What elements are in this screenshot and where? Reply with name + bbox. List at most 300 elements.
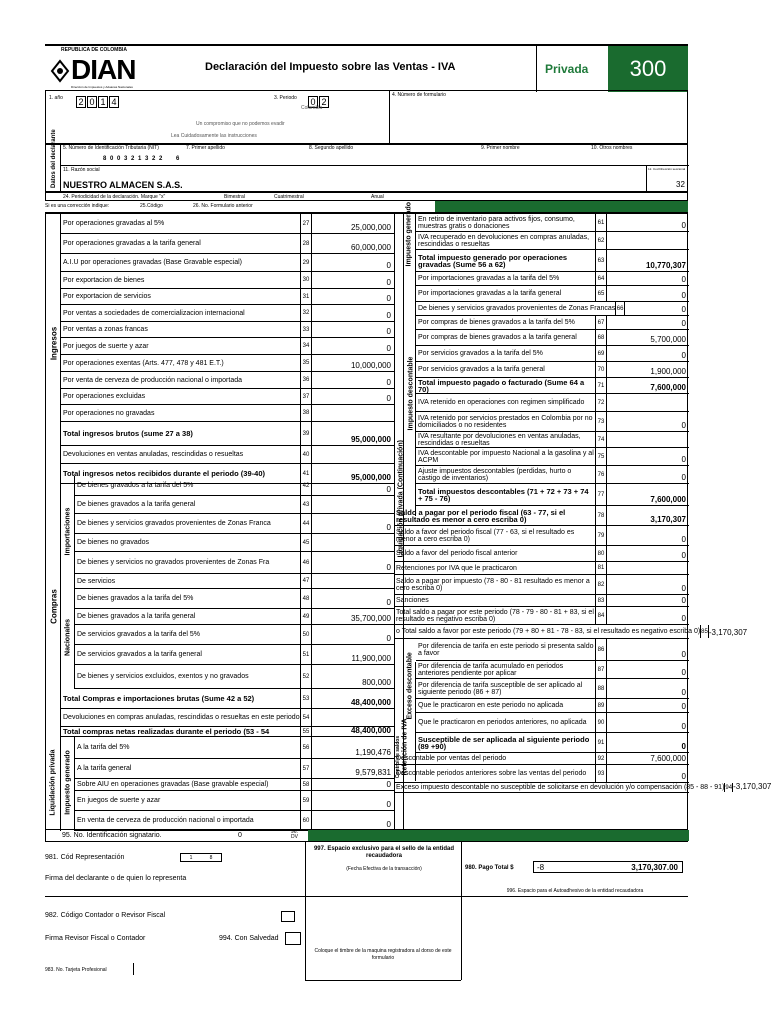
- row-label: Por compras de bienes gravados a la tarifa del 5%: [418, 319, 575, 326]
- othernames-label: 10. Otros nombres: [591, 145, 633, 151]
- row-number: 62: [595, 232, 607, 249]
- row-value-field[interactable]: [607, 562, 689, 574]
- row-label: Por diferencia de tarifa acumulado en periodos anteriores pendiente por aplicar: [418, 662, 564, 677]
- row-value-field[interactable]: 0: [386, 327, 391, 336]
- imp-desc-section-label: Impuesto descontable: [407, 356, 415, 431]
- form-number-badge: 300: [608, 46, 688, 92]
- row-value-field[interactable]: 0: [681, 702, 686, 711]
- row-value-field[interactable]: 95,000,000: [350, 435, 391, 444]
- row-label: Por exportacion de servicios: [63, 293, 151, 300]
- dir-field[interactable]: 32: [676, 180, 685, 189]
- form-row-93: [394, 765, 689, 783]
- form-row-50: [75, 625, 394, 645]
- header: [45, 44, 688, 90]
- footer: [45, 842, 688, 982]
- row-number: 32: [300, 305, 312, 321]
- row-number: 73: [595, 412, 607, 431]
- row-number: 67: [595, 316, 607, 329]
- page-title: Declaración del Impuesto sobre las Ventas - IVA: [205, 61, 456, 73]
- form-row-29: [61, 254, 394, 272]
- row-number: 93: [595, 765, 607, 782]
- row-value-field[interactable]: 0: [386, 563, 391, 572]
- form-row-68: [416, 330, 689, 346]
- form-row-74: [416, 432, 689, 448]
- form-row-30: [61, 272, 394, 289]
- row-value-field[interactable]: 0: [386, 261, 391, 270]
- row-value-field[interactable]: [312, 496, 394, 513]
- row-number: 87: [595, 661, 607, 678]
- row-number: 52: [300, 665, 312, 688]
- form-row-34: [61, 338, 394, 355]
- row-number: 85: [700, 625, 709, 638]
- row-number: 83: [595, 595, 607, 606]
- row-value-field[interactable]: 0: [386, 378, 391, 387]
- row-value-field[interactable]: 9,579,831: [355, 768, 391, 777]
- form-row-51: [75, 645, 394, 665]
- row-value-field[interactable]: 7,600,000: [650, 495, 686, 504]
- period-field[interactable]: 0 2: [308, 92, 330, 110]
- row-label: A la tarifa general: [77, 765, 132, 772]
- form-row-92: [394, 753, 689, 765]
- row-label: Por operaciones no gravadas: [63, 409, 155, 417]
- row-value-field[interactable]: 0: [681, 305, 686, 314]
- nacionales-section-label: Nacionales: [64, 619, 72, 656]
- row-label: Por ventas a sociedades de comercializacion internacional: [63, 309, 245, 317]
- surname1-label: 7. Primer apellido: [186, 145, 225, 151]
- row-value-field[interactable]: 0: [386, 311, 391, 320]
- form-row-67: [416, 316, 689, 330]
- pago-field[interactable]: -8 3,170,307.00: [533, 861, 683, 873]
- row-number: 40: [300, 446, 312, 463]
- row-value-field[interactable]: [312, 534, 394, 551]
- row-number: 58: [300, 779, 312, 790]
- row-label: De bienes gravados a la tarifa del 5%: [77, 482, 194, 489]
- row-number: 27: [300, 214, 312, 233]
- row-number: 78: [595, 506, 607, 525]
- form-row-43: [75, 496, 394, 514]
- row-value-field[interactable]: 0: [681, 614, 686, 623]
- row-number: 71: [595, 378, 607, 393]
- row-number: 74: [595, 432, 607, 447]
- sello-label: 997. Espacio exclusivo para el sello de la entidad recaudadora: [313, 846, 455, 859]
- form-row-53: [61, 689, 394, 709]
- form-row-28: [61, 234, 394, 254]
- row-label: IVA resultante por devoluciones en ventas anuladas, rescindidas o resueltas: [418, 432, 581, 447]
- row-label: De bienes y servicios no gravados provenientes de Zonas Fra: [77, 559, 270, 566]
- row-number: 34: [300, 338, 312, 354]
- row-number: 94: [725, 784, 733, 791]
- form-row-72: [416, 394, 689, 412]
- dv-field[interactable]: 6: [176, 156, 180, 162]
- row-number: 41: [300, 464, 312, 483]
- row-number: 64: [595, 272, 607, 285]
- row-label: Por ventas a zonas francas: [63, 326, 148, 333]
- row-value-field[interactable]: 0: [386, 485, 391, 494]
- row-value-field[interactable]: 0: [386, 344, 391, 353]
- row-label: Por diferencia de tarifa susceptible de ser aplicado al siguiente periodo (86 + 87): [418, 681, 583, 696]
- instructions: Lea Cuidadosamente las instrucciones: [171, 133, 257, 139]
- row-value-field[interactable]: 0: [681, 221, 686, 230]
- form-row-82: [394, 575, 689, 595]
- row-label: Total saldo a pagar por este periodo (78 - 79 - 80 - 81 + 83, si el resultado es negativo escriba 0): [396, 608, 594, 623]
- form-row-75: [416, 448, 689, 466]
- row-number: 49: [300, 609, 312, 624]
- row-label: Por diferencia de tarifa en este periodo si presenta saldo a favor: [418, 642, 594, 657]
- row-number: 42: [300, 476, 312, 495]
- row-value-field[interactable]: 0: [681, 584, 686, 593]
- form-row-62: [416, 232, 689, 250]
- row-number: 45: [300, 534, 312, 551]
- row-label: De bienes y servicios excluidos, exentos y no gravados: [77, 673, 249, 680]
- row-label: Total compras netas realizadas durante el periodo (53 - 54: [63, 727, 270, 736]
- period-label: 3. Periodo: [274, 95, 297, 101]
- form-row-31: [61, 289, 394, 305]
- row-value-field[interactable]: -3,170,307: [733, 782, 772, 791]
- row-number: 59: [300, 791, 312, 810]
- row-value-field[interactable]: 0: [386, 523, 391, 532]
- row-label: Por venta de cerveza de producción nacional o importada: [63, 376, 242, 384]
- row-value-field[interactable]: 0: [681, 688, 686, 697]
- row-value-field[interactable]: 3,170,307: [650, 515, 686, 524]
- form-row-47: [75, 574, 394, 589]
- row-label: IVA retenido en operaciones con regimen simplificado: [418, 399, 585, 406]
- row-number: 82: [595, 575, 607, 594]
- bimestral-option[interactable]: Bimestral: [224, 194, 245, 200]
- row-value-field[interactable]: 0: [681, 291, 686, 300]
- form-row-55: [61, 727, 394, 737]
- year-field[interactable]: 2 0 1 4: [76, 92, 120, 110]
- row-label: De bienes y servicios gravados provenientes de Zonas Franca: [77, 520, 271, 527]
- form-row-86: [416, 639, 689, 661]
- row-value-field[interactable]: 0: [386, 598, 391, 607]
- form-row-70: [416, 362, 689, 378]
- row-number: 72: [595, 394, 607, 411]
- country-label: Colombia: [301, 105, 323, 111]
- form-row-87: [416, 661, 689, 679]
- salvedad-label: 994. Con Salvedad: [219, 935, 279, 942]
- row-number: 44: [300, 514, 312, 533]
- row-number: 39: [300, 422, 312, 445]
- row-label: Por operaciones excluidas: [63, 393, 146, 400]
- form-row-81: [394, 562, 689, 575]
- row-label: A la tarifa del 5%: [77, 744, 130, 751]
- row-label: De bienes gravados a la tarifa del 5%: [77, 595, 194, 602]
- exceso-section-label: Exceso descontable: [406, 652, 414, 720]
- row-label: Total impuesto pagado o facturado (Sume 64 a 70): [418, 377, 585, 394]
- row-value-field[interactable]: 0: [386, 820, 391, 829]
- row-number: 89: [595, 699, 607, 712]
- row-number: 65: [595, 286, 607, 301]
- row-number: 80: [595, 546, 607, 561]
- row-label: Saldo a pagar por impuesto (78 - 80 - 81 resultado es menor a cero escriba 0): [396, 577, 590, 592]
- form-row-39: [61, 422, 394, 446]
- form-row-88: [416, 679, 689, 699]
- row-label: Sobre AIU en operaciones gravadas (Base gravable especial): [77, 781, 269, 788]
- row-label: IVA descontable por impuesto Nacional a la gasolina y al ACPM: [418, 449, 594, 464]
- form-row-64: [416, 272, 689, 286]
- row-value-field[interactable]: 1,900,000: [650, 367, 686, 376]
- row-label: Devoluciones en compras anuladas, rescindidas o resueltas en este periodo: [63, 714, 300, 721]
- name1-label: 9. Primer nombre: [481, 145, 520, 151]
- row-number: 81: [595, 562, 607, 574]
- row-value-field[interactable]: 60,000,000: [350, 243, 391, 252]
- row-label: En retiro de inventario para activos fijos, consumo, muestras gratis o donaciones: [418, 215, 575, 230]
- form-row-58: [75, 779, 394, 791]
- row-value-field[interactable]: 10,000,000: [350, 361, 391, 370]
- row-number: 61: [595, 214, 607, 231]
- row-label: Total ingresos brutos (sume 27 a 38): [63, 429, 193, 438]
- row-label: Susceptible de ser aplicada al siguiente periodo (89 +90): [418, 734, 590, 751]
- form-row-48: [75, 589, 394, 609]
- form-row-66: [416, 302, 689, 316]
- row-number: 76: [595, 466, 607, 483]
- row-number: 35: [300, 355, 312, 371]
- row-label: Saldo a favor del periodo fiscal (77 - 63, si el resultado es menor a cero escriba 0): [396, 528, 575, 543]
- form-row-84: [394, 607, 689, 625]
- row-label: De bienes y servicios gravados provenientes de Zonas Francas: [418, 305, 616, 312]
- form-row-49: [75, 609, 394, 625]
- row-value-field[interactable]: -3,170,307: [708, 628, 748, 637]
- row-label: Devoluciones en ventas anuladas, rescindidas o resueltas: [63, 451, 244, 458]
- row-number: 43: [300, 496, 312, 513]
- row-number: 57: [300, 759, 312, 778]
- row-value-field[interactable]: 7,600,000: [650, 754, 686, 763]
- liq-cont-section-label: Liquidación privada (Continuación): [397, 440, 405, 558]
- row-value-field[interactable]: [312, 446, 394, 463]
- importaciones-section-label: Importaciones: [64, 507, 72, 556]
- row-value-field[interactable]: 0: [681, 535, 686, 544]
- form-row-57: [75, 759, 394, 779]
- row-label: Por servicios gravados a la tarifa general: [418, 366, 545, 373]
- ingresos-section-label: Ingresos: [49, 326, 59, 361]
- row-value-field[interactable]: 1,190,476: [355, 748, 391, 757]
- row-number: 38: [300, 405, 312, 421]
- form-row-37: [61, 389, 394, 405]
- correction-row: Si es una corrección indique: 25.Código 26. No. Formulario anterior: [45, 201, 688, 213]
- row-label: Por servicios gravados a la tarifa del 5%: [418, 350, 543, 357]
- compras-section-label: Compras: [49, 589, 59, 624]
- cuatrimestral-option[interactable]: Cuatrimestral: [274, 194, 304, 200]
- row-value-field[interactable]: 11,900,000: [351, 654, 391, 663]
- row-label: De bienes gravados a la tarifa general: [77, 613, 196, 620]
- liq-priv-section-label: Liquidación privada: [49, 749, 57, 816]
- salvedad-checkbox[interactable]: [285, 932, 301, 945]
- row-value-field[interactable]: [312, 709, 394, 726]
- privacy-label: Privada: [545, 62, 589, 76]
- row-value-field[interactable]: 0: [681, 772, 686, 781]
- razon-label: 11. Razón social: [63, 167, 100, 173]
- form-row-91: [416, 733, 689, 753]
- form-row-27: [61, 214, 394, 234]
- auto-label: 996. Espacio para el Autoadhesivo de la entidad recaudadora: [506, 888, 644, 894]
- periodicity-row: 24. Periodicidad de la declaración. Marque "x" Bimestral Cuatrimestral Anual: [45, 192, 688, 201]
- row-value-field[interactable]: 0: [681, 551, 686, 560]
- row-label: IVA recuperado en devoluciones en compras anuladas, rescindidas o resueltas: [418, 233, 590, 248]
- nit-field[interactable]: 8 0 0 3 2 1 3 2 2: [103, 156, 164, 162]
- form-row-63: [416, 250, 689, 272]
- row-value-field[interactable]: 25,000,000: [350, 223, 391, 232]
- dian-subtitle: Dirección de Impuestos y Aduanas Nacionales: [71, 85, 133, 89]
- row-value-field[interactable]: 10,770,307: [645, 261, 686, 270]
- row-value-field[interactable]: 0: [386, 800, 391, 809]
- row-value-field[interactable]: 0: [386, 278, 391, 287]
- firma-label: Firma del declarante o de quien lo representa: [45, 875, 187, 882]
- row-value-field[interactable]: 0: [681, 319, 686, 328]
- row-value-field[interactable]: [607, 232, 689, 249]
- row-number: 63: [595, 250, 607, 271]
- row-value-field[interactable]: 5,700,000: [650, 335, 686, 344]
- row-number: 60: [300, 811, 312, 830]
- form-row-45: [75, 534, 394, 552]
- form-row-83: [394, 595, 689, 607]
- form-row-90: [416, 713, 689, 733]
- row-number: 46: [300, 552, 312, 573]
- form-row-80: [394, 546, 689, 562]
- row-value-field[interactable]: 0: [386, 294, 391, 303]
- form-row-35: [61, 355, 394, 372]
- row-value-field[interactable]: 95,000,000: [350, 473, 391, 482]
- row-value-field[interactable]: 0: [681, 650, 686, 659]
- signatory-dv-label: 96. DV: [291, 829, 298, 840]
- form-row-79: [394, 526, 689, 546]
- row-number: 37: [300, 389, 312, 404]
- row-value-field[interactable]: 48,400,000: [350, 726, 391, 735]
- row-label: Por importaciones gravadas a la tarifa general: [418, 290, 562, 297]
- form-row-40: [61, 446, 394, 464]
- form-row-54: [61, 709, 394, 727]
- row-value-field[interactable]: [607, 432, 689, 447]
- row-label: Retenciones por IVA que le practicaron: [396, 564, 517, 572]
- row-number: 66: [615, 302, 625, 315]
- form-row-69: [416, 346, 689, 362]
- form-row-33: [61, 322, 394, 338]
- row-value-field[interactable]: 0: [386, 780, 391, 789]
- row-number: 70: [595, 362, 607, 377]
- form-row-77: [416, 484, 689, 506]
- row-value-field[interactable]: 0: [681, 455, 686, 464]
- row-number: 84: [595, 607, 607, 624]
- row-value-field[interactable]: 0: [681, 473, 686, 482]
- form-row-38: [61, 405, 394, 422]
- row-value-field[interactable]: 0: [681, 742, 686, 751]
- row-label: Descontable por ventas del periodo: [396, 755, 507, 762]
- row-label: Por exportacion de bienes: [63, 276, 145, 284]
- form-row-73: [416, 412, 689, 432]
- row-number: 79: [595, 526, 607, 545]
- form-row-46: [75, 552, 394, 574]
- row-number: 30: [300, 272, 312, 288]
- row-label: IVA retenido por servicios prestados en Colombia por no domiciliados o no residentes: [418, 414, 593, 429]
- row-value-field[interactable]: 0: [681, 668, 686, 677]
- slogan: Un compromiso que no podemos evadir: [196, 121, 285, 127]
- tarjeta-label: 983. No. Tarjeta Profesional: [45, 967, 107, 973]
- form-row-65: [416, 286, 689, 302]
- row-number: 77: [595, 484, 607, 505]
- razon-field[interactable]: NUESTRO ALMACEN S.A.S.: [63, 180, 183, 190]
- anual-option[interactable]: Anual: [371, 194, 384, 200]
- row-label: Por importaciones gravadas a la tarifa del 5%: [418, 275, 560, 282]
- form-row-76: [416, 466, 689, 484]
- form-row-61: [416, 214, 689, 232]
- form-row-85: [394, 625, 748, 639]
- signatory-label: 95. No. Identificación signatario.: [62, 832, 162, 839]
- row-value-field[interactable]: [607, 394, 689, 411]
- row-number: 56: [300, 737, 312, 758]
- row-value-field[interactable]: 0: [386, 394, 391, 403]
- control-section-label: Control de saldos: [395, 735, 401, 779]
- signatory-field[interactable]: 0: [238, 832, 242, 839]
- republic-label: REPUBLICA DE COLOMBIA: [61, 47, 127, 53]
- dian-logo: DIAN: [71, 54, 136, 85]
- row-label: o Total saldo a favor por este periodo (79 + 80 + 81 - 78 - 83, si el resultado es negativo escriba 0): [396, 628, 701, 635]
- pago-label: 980. Pago Total $: [465, 865, 514, 871]
- row-value-field[interactable]: 7,600,000: [650, 383, 686, 392]
- signatory-row: [45, 830, 688, 842]
- row-number: 29: [300, 254, 312, 271]
- dir-label: 12. Cod Dirección seccional: [648, 167, 686, 171]
- row-value-field[interactable]: 0: [681, 722, 686, 731]
- row-number: 33: [300, 322, 312, 337]
- nit-label: 5. Número de Identificación Tributaria (NIT): [63, 145, 159, 151]
- row-label: Por operaciones gravadas al 5%: [63, 220, 165, 227]
- imp-gen-section-label: Impuesto generado: [405, 201, 413, 267]
- row-label: Descontable periodos anteriores sobre las ventas del periodo: [396, 770, 587, 777]
- row-number: 31: [300, 289, 312, 304]
- row-value-field[interactable]: 0: [681, 275, 686, 284]
- row-value-field[interactable]: 48,400,000: [350, 698, 391, 707]
- row-number: 48: [300, 589, 312, 608]
- top-info: [45, 90, 688, 144]
- row-label: Total Compras e importaciones brutas (Sume 42 a 52): [63, 694, 255, 703]
- form-row-60: [75, 811, 394, 831]
- row-value-field[interactable]: [312, 574, 394, 588]
- row-number: 47: [300, 574, 312, 588]
- row-label: Que le practicaron en periodos anteriores, no aplicada: [418, 719, 587, 726]
- row-number: 50: [300, 625, 312, 644]
- row-label: Por juegos de suerte y azar: [63, 342, 149, 350]
- row-value-field[interactable]: 800,000: [362, 678, 391, 687]
- form-number-label: 4. Número de formulario: [392, 92, 446, 98]
- row-value-field[interactable]: [312, 405, 394, 421]
- row-value-field[interactable]: 0: [681, 596, 686, 605]
- row-value-field[interactable]: 35,700,000: [350, 614, 391, 623]
- row-label: Exceso impuesto descontable no susceptible de solicitarse en devolución y/o compensación (85 - 88 - 91): [396, 784, 725, 791]
- form-row-59: [75, 791, 394, 811]
- row-label: Saldo a favor del periodo fiscal anterior: [396, 550, 518, 557]
- row-number: 53: [300, 689, 312, 708]
- row-number: 36: [300, 372, 312, 388]
- row-number: 91: [595, 733, 607, 752]
- row-label: Por compras de bienes gravados a la tarifa general: [418, 334, 577, 341]
- row-number: 69: [595, 346, 607, 361]
- form-row-52: [75, 665, 394, 689]
- row-number: 54: [300, 709, 312, 726]
- row-label: Por operaciones exentas (Arts. 477, 478 y 481 E.T.): [63, 359, 224, 367]
- dian-emblem-icon: [51, 60, 69, 82]
- form-row-89: [416, 699, 689, 713]
- row-value-field[interactable]: 0: [681, 351, 686, 360]
- year-label: 1. año: [49, 95, 63, 101]
- row-value-field[interactable]: 0: [386, 634, 391, 643]
- retencion-section-label: Retención de IVA: [401, 718, 409, 776]
- row-value-field[interactable]: 0: [681, 421, 686, 430]
- contador-checkbox[interactable]: [281, 911, 295, 922]
- row-number: 88: [595, 679, 607, 698]
- cod-rep-field[interactable]: 1 8: [180, 853, 222, 862]
- row-label: Ajuste impuestos descontables (perdidas, hurto o castigo de inventarios): [418, 467, 572, 482]
- row-number: 75: [595, 448, 607, 465]
- row-number: 90: [595, 713, 607, 732]
